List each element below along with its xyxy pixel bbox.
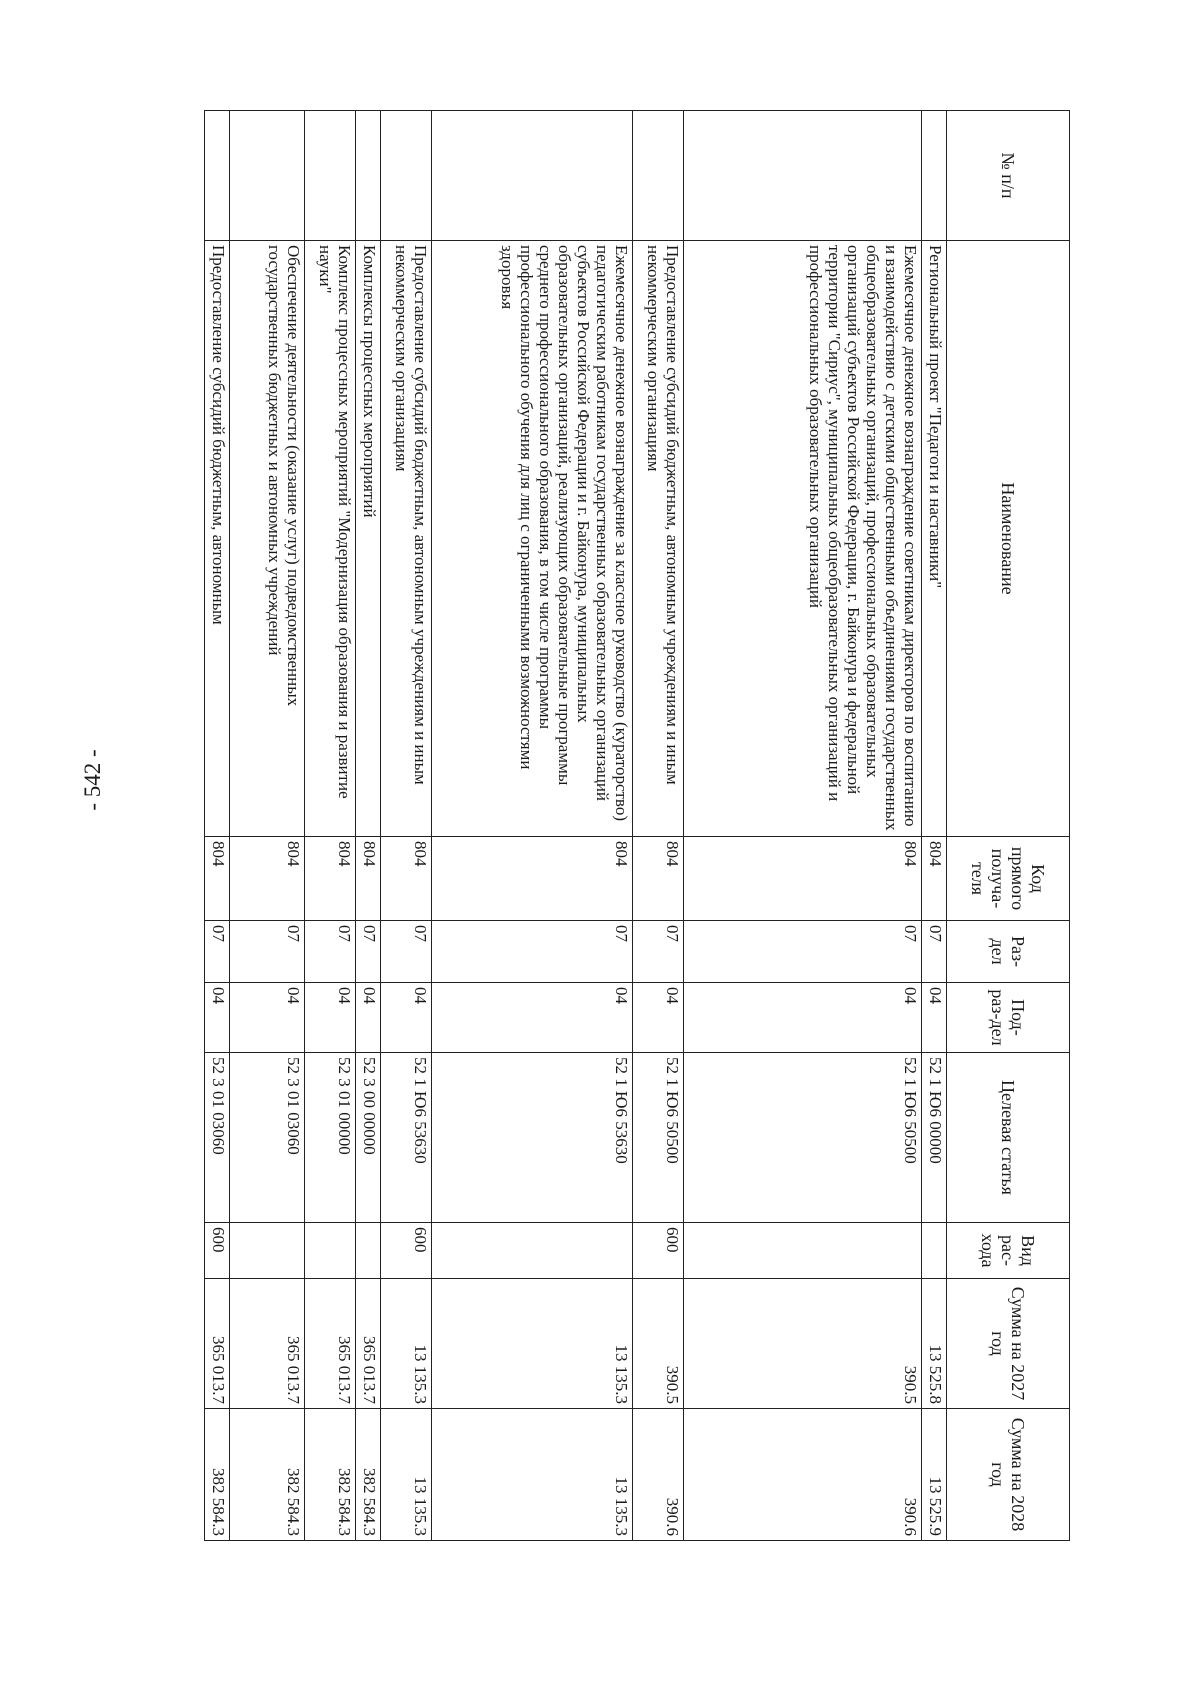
cell-code: 804	[230, 837, 305, 921]
cell-num	[305, 111, 356, 241]
header-sum-2028: Сумма на 2028 год	[947, 1409, 1070, 1541]
cell-code: 804	[684, 837, 922, 921]
cell-name: Комплекс процессных мероприятий "Модернизация образования и развитие науки"	[305, 241, 356, 837]
table-row	[432, 111, 633, 1541]
table-row	[356, 111, 381, 1541]
header-row	[947, 111, 1070, 1541]
table-row	[633, 111, 684, 1541]
cell-sum-2028: 382 584.3	[305, 1409, 356, 1541]
cell-article: 52 1 Ю6 50500	[633, 1053, 684, 1223]
cell-sum-2028: 390.6	[684, 1409, 922, 1541]
header-expense-type: Вид рас-хода	[947, 1223, 1070, 1279]
cell-article: 52 3 01 00000	[305, 1053, 356, 1223]
cell-subsection: 04	[684, 983, 922, 1053]
cell-name: Предоставление субсидий бюджетным, автономным	[205, 241, 230, 837]
cell-sum-2027: 13 135.3	[381, 1279, 432, 1409]
cell-sum-2027: 390.5	[684, 1279, 922, 1409]
cell-expense-type	[432, 1223, 633, 1279]
cell-sum-2027: 365 013.7	[305, 1279, 356, 1409]
cell-sum-2028: 382 584.3	[230, 1409, 305, 1541]
table-row	[922, 111, 947, 1541]
cell-num	[922, 111, 947, 241]
header-num: № п/п	[947, 111, 1070, 241]
cell-article: 52 1 Ю6 53630	[432, 1053, 633, 1223]
cell-subsection: 04	[230, 983, 305, 1053]
cell-subsection: 04	[205, 983, 230, 1053]
cell-sum-2027: 390.5	[633, 1279, 684, 1409]
cell-sum-2028: 382 584.3	[205, 1409, 230, 1541]
cell-section: 07	[922, 921, 947, 983]
cell-section: 07	[205, 921, 230, 983]
cell-num	[205, 111, 230, 241]
cell-sum-2028: 13 135.3	[432, 1409, 633, 1541]
table-row	[381, 111, 432, 1541]
cell-name: Ежемесячное денежное вознаграждение за классное руководство (кураторство) педагогическим работникам государственных образовательных организаций субъектов Российской Федерации и г. Байконура, муниципальных образовательных организаций, реализующих образовательные программы среднего профессионального образования, в том числе программы профессионального обучения для лиц с ограниченными возможностями здоровья	[432, 241, 633, 837]
cell-code: 804	[633, 837, 684, 921]
cell-subsection: 04	[305, 983, 356, 1053]
cell-sum-2027: 13 525.8	[922, 1279, 947, 1409]
cell-article: 52 3 01 03060	[230, 1053, 305, 1223]
table-row	[230, 111, 305, 1541]
header-section: Раз-дел	[947, 921, 1070, 983]
cell-section: 07	[230, 921, 305, 983]
cell-name: Предоставление субсидий бюджетным, автономным учреждениям и иным некоммерческим организациям	[381, 241, 432, 837]
header-name: Наименование	[947, 241, 1070, 837]
cell-sum-2027: 365 013.7	[356, 1279, 381, 1409]
header-sum-2027: Сумма на 2027 год	[947, 1279, 1070, 1409]
cell-num	[432, 111, 633, 241]
cell-expense-type	[684, 1223, 922, 1279]
table-container	[125, 110, 1070, 1540]
budget-table	[204, 110, 1070, 1541]
cell-section: 07	[356, 921, 381, 983]
cell-expense-type	[922, 1223, 947, 1279]
cell-subsection: 04	[922, 983, 947, 1053]
cell-expense-type	[356, 1223, 381, 1279]
cell-name: Предоставление субсидий бюджетным, автономным учреждениям и иным некоммерческим организациям	[633, 241, 684, 837]
cell-code: 804	[305, 837, 356, 921]
cell-sum-2027: 13 135.3	[432, 1279, 633, 1409]
table-row	[684, 111, 922, 1541]
cell-expense-type	[305, 1223, 356, 1279]
cell-sum-2027: 365 013.7	[205, 1279, 230, 1409]
cell-article: 52 1 Ю6 53630	[381, 1053, 432, 1223]
page-number: - 542 -	[80, 749, 105, 811]
cell-sum-2027: 365 013.7	[230, 1279, 305, 1409]
cell-sum-2028: 13 525.9	[922, 1409, 947, 1541]
cell-subsection: 04	[381, 983, 432, 1053]
cell-expense-type: 600	[381, 1223, 432, 1279]
cell-code: 804	[381, 837, 432, 921]
cell-expense-type: 600	[205, 1223, 230, 1279]
header-subsection: Под-раз-дел	[947, 983, 1070, 1053]
cell-code: 804	[356, 837, 381, 921]
cell-num	[633, 111, 684, 241]
cell-num	[381, 111, 432, 241]
cell-subsection: 04	[432, 983, 633, 1053]
cell-article: 52 3 01 03060	[205, 1053, 230, 1223]
cell-name: Ежемесячное денежное вознаграждение советникам директоров по воспитанию и взаимодействию с детскими общественными объединениями государственных общеобразовательных организаций, профессиональных образовательных организаций субъектов Российской Федерации, г. Байконура и федеральной территории "Сириус", муниципальных общеобразовательных организаций и профессиональных образовательных организаций	[684, 241, 922, 837]
cell-section: 07	[432, 921, 633, 983]
header-code: Код прямого получа-теля	[947, 837, 1070, 921]
cell-name: Обеспечение деятельности (оказание услуг) подведомственных государственных бюджетных и автономных учреждений	[230, 241, 305, 837]
cell-expense-type: 600	[633, 1223, 684, 1279]
cell-code: 804	[922, 837, 947, 921]
cell-subsection: 04	[633, 983, 684, 1053]
cell-section: 07	[684, 921, 922, 983]
cell-article: 52 3 00 00000	[356, 1053, 381, 1223]
cell-section: 07	[381, 921, 432, 983]
cell-section: 07	[633, 921, 684, 983]
cell-name: Региональный проект "Педагоги и наставники"	[922, 241, 947, 837]
cell-section: 07	[305, 921, 356, 983]
cell-code: 804	[205, 837, 230, 921]
cell-sum-2028: 382 584.3	[356, 1409, 381, 1541]
cell-num	[356, 111, 381, 241]
cell-code: 804	[432, 837, 633, 921]
cell-sum-2028: 390.6	[633, 1409, 684, 1541]
cell-name: Комплексы процессных мероприятий	[356, 241, 381, 837]
cell-sum-2028: 13 135.3	[381, 1409, 432, 1541]
cell-subsection: 04	[356, 983, 381, 1053]
cell-expense-type	[230, 1223, 305, 1279]
table-row	[305, 111, 356, 1541]
table-row	[205, 111, 230, 1541]
cell-num	[684, 111, 922, 241]
cell-article: 52 1 Ю6 50500	[684, 1053, 922, 1223]
cell-num	[230, 111, 305, 241]
cell-article: 52 1 Ю6 00000	[922, 1053, 947, 1223]
header-article: Целевая статья	[947, 1053, 1070, 1223]
